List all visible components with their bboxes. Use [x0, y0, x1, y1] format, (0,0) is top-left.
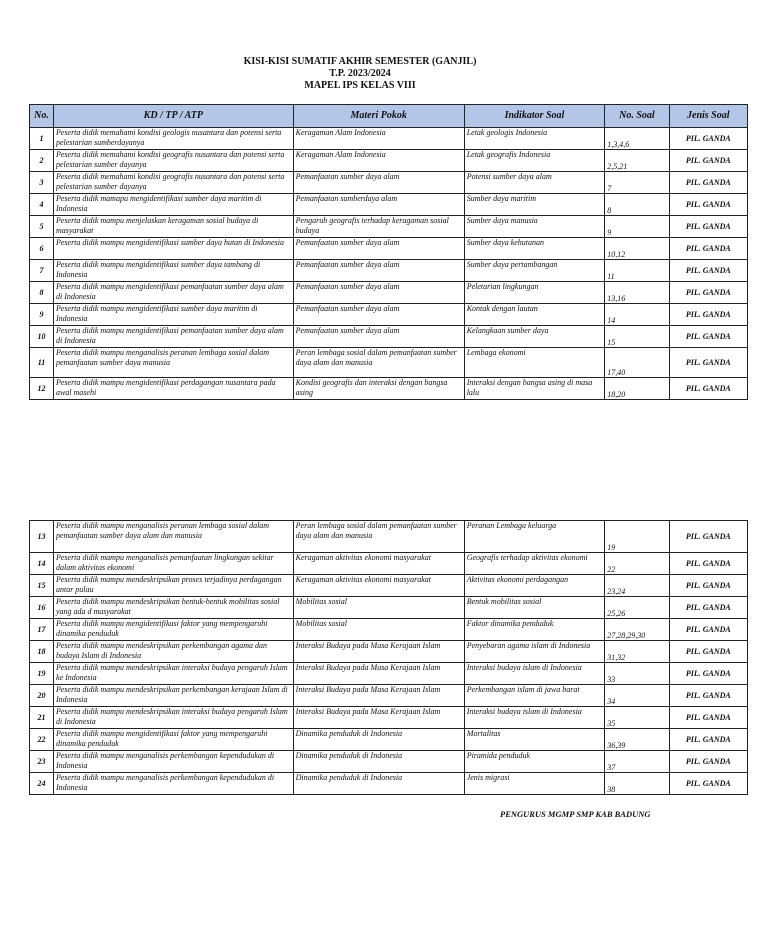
row-kd-tp-atp: Peserta didik mampu menjelaskan keragaman sosial budaya di masyarakat [53, 216, 293, 238]
row-no-soal: 19 [605, 521, 669, 553]
row-kd-tp-atp: Peserta didik mampu menganalisis pemanfaatan lingkungan sekitar dalam aktivitas ekonomi [53, 553, 293, 575]
col-header-materi: Materi Pokok [293, 105, 464, 128]
table-row [30, 378, 748, 400]
row-no-soal: 15 [605, 326, 669, 348]
row-no: 22 [30, 729, 54, 751]
row-no-soal: 27,28,29,30 [605, 619, 669, 641]
doc-title-line3: MAPEL IPS KELAS VIII [304, 80, 416, 91]
row-jenis-soal: PIL. GANDA [669, 641, 747, 663]
row-materi-pokok: Peran lembaga sosial dalam pemanfaatan sumber daya alam dan manusia [293, 521, 464, 553]
row-no: 10 [30, 326, 54, 348]
table-row [30, 128, 748, 150]
row-no-soal: 11 [605, 260, 669, 282]
row-kd-tp-atp: Peserta didik mampu mendeskripsikan perkembangan agama dan budaya Islam di Indonesia [53, 641, 293, 663]
row-materi-pokok: Pemanfaatan sumber daya alam [293, 260, 464, 282]
row-jenis-soal: PIL. GANDA [669, 597, 747, 619]
row-kd-tp-atp: Peserta didik mampu mengidentifikasi sumber daya tambang di Indonesia [53, 260, 293, 282]
row-no: 3 [30, 172, 54, 194]
row-indikator-soal: Penyebaran agama islam di Indonesia [464, 641, 605, 663]
row-jenis-soal: PIL. GANDA [669, 238, 747, 260]
row-kd-tp-atp: Peserta didik memahami kondisi geografis nusantara dan potensi serta pelestarian sumber dayanya [53, 150, 293, 172]
row-kd-tp-atp: Peserta didik memahami kondisi geografis nusantara dan potensi serta pelestarian sumber dayanya [53, 172, 293, 194]
row-no: 21 [30, 707, 54, 729]
row-materi-pokok: Interaksi Budaya pada Masa Kerajaan Islam [293, 685, 464, 707]
row-materi-pokok: Pemanfaatan sumber daya alam [293, 282, 464, 304]
row-indikator-soal: Perkembangan islam di jawa barat [464, 685, 605, 707]
table-row [30, 575, 748, 597]
row-kd-tp-atp: Peserta didik mampu mengidentifikasi perdagangan nusantara pada awal masehi [53, 378, 293, 400]
row-materi-pokok: Pemanfaatan sumber daya alam [293, 304, 464, 326]
doc-title-line1: KISI-KISI SUMATIF AKHIR SEMESTER (GANJIL) [243, 56, 477, 67]
row-indikator-soal: Kelangkaan sumber daya [464, 326, 605, 348]
table-row [30, 282, 748, 304]
row-materi-pokok: Dinamika penduduk di Indonesia [293, 773, 464, 795]
row-jenis-soal: PIL. GANDA [669, 751, 747, 773]
table-row [30, 751, 748, 773]
row-materi-pokok: Pengaruh geografis terhadap keragaman sosial budaya [293, 216, 464, 238]
table-row [30, 707, 748, 729]
row-kd-tp-atp: Peserta didik mampu mendeskripsikan proses terjadinya perdagangan antar pulau [53, 575, 293, 597]
row-kd-tp-atp: Peserta didik mampu mendeskripsikan interaksi budaya pengaruh Islam di Indonesia [53, 707, 293, 729]
row-no-soal: 22 [605, 553, 669, 575]
row-indikator-soal: Piramida penduduk [464, 751, 605, 773]
row-jenis-soal: PIL. GANDA [669, 216, 747, 238]
row-materi-pokok: Mobilitas sosial [293, 619, 464, 641]
row-indikator-soal: Letak geologis Indonesia [464, 128, 605, 150]
footer-signature: PENGURUS MGMP SMP KAB BADUNG [500, 809, 651, 819]
row-no: 11 [30, 348, 54, 378]
row-materi-pokok: Keragaman aktivitas ekonomi masyarakat [293, 575, 464, 597]
row-kd-tp-atp: Peserta didik mampu menganalisis peranan lembaga sosial dalam pemanfaatan sumber daya manusia [53, 348, 293, 378]
col-header-kd: KD / TP / ATP [53, 105, 293, 128]
table-row [30, 348, 748, 378]
row-no: 2 [30, 150, 54, 172]
row-jenis-soal: PIL. GANDA [669, 663, 747, 685]
row-kd-tp-atp: Peserta didik mampu mengidentifikasi sumber daya maritim di Indonesia [53, 304, 293, 326]
row-no: 4 [30, 194, 54, 216]
doc-title-line2: T.P. 2023/2024 [329, 68, 391, 79]
row-no: 16 [30, 597, 54, 619]
row-materi-pokok: Kondisi geografis dan interaksi dengan bangsa asing [293, 378, 464, 400]
row-jenis-soal: PIL. GANDA [669, 378, 747, 400]
row-no: 17 [30, 619, 54, 641]
row-indikator-soal: Sumber daya pertambangan [464, 260, 605, 282]
row-materi-pokok: Keragaman aktivitas ekonomi masyarakat [293, 553, 464, 575]
col-header-indikator: Indikator Soal [464, 105, 605, 128]
row-indikator-soal: Sumber daya maritim [464, 194, 605, 216]
row-kd-tp-atp: Peserta didik mampu mengidentifikasi pemanfaatan sumber daya alam di Indonesia [53, 326, 293, 348]
table-row [30, 597, 748, 619]
row-no-soal: 31,32 [605, 641, 669, 663]
table-row [30, 150, 748, 172]
row-jenis-soal: PIL. GANDA [669, 304, 747, 326]
row-no-soal: 36,39 [605, 729, 669, 751]
row-no-soal: 37 [605, 751, 669, 773]
row-jenis-soal: PIL. GANDA [669, 729, 747, 751]
row-no-soal: 2,5,21 [605, 150, 669, 172]
row-indikator-soal: Letak geografis Indonesia [464, 150, 605, 172]
table-header-row [30, 105, 748, 128]
row-no-soal: 10,12 [605, 238, 669, 260]
row-no: 8 [30, 282, 54, 304]
table-row [30, 773, 748, 795]
row-no: 23 [30, 751, 54, 773]
row-indikator-soal: Potensi sumber daya alam [464, 172, 605, 194]
row-no-soal: 8 [605, 194, 669, 216]
row-materi-pokok: Interaksi Budaya pada Masa Kerajaan Islam [293, 641, 464, 663]
row-materi-pokok: Peran lembaga sosial dalam pemanfaatan sumber daya alam dan manusia [293, 348, 464, 378]
row-no-soal: 34 [605, 685, 669, 707]
row-no: 19 [30, 663, 54, 685]
row-no: 6 [30, 238, 54, 260]
row-materi-pokok: Pemanfaatan sumber daya alam [293, 172, 464, 194]
table-row [30, 260, 748, 282]
row-jenis-soal: PIL. GANDA [669, 128, 747, 150]
grid-table-part1 [29, 104, 748, 400]
row-indikator-soal: Lembaga ekonomi [464, 348, 605, 378]
row-no: 12 [30, 378, 54, 400]
row-indikator-soal: Sumber daya kehutanan [464, 238, 605, 260]
row-materi-pokok: Dinamika penduduk di Indonesia [293, 729, 464, 751]
row-jenis-soal: PIL. GANDA [669, 348, 747, 378]
row-indikator-soal: Aktivitas ekonomi perdagangan [464, 575, 605, 597]
col-header-no: No. [30, 105, 54, 128]
row-kd-tp-atp: Peserta didik mampu mengidentifikasi faktor yang mempengaruhi dinamika penduduk [53, 729, 293, 751]
table-row [30, 619, 748, 641]
row-no-soal: 33 [605, 663, 669, 685]
table-row [30, 304, 748, 326]
row-materi-pokok: Pemanfaatan sumber daya alam [293, 326, 464, 348]
row-jenis-soal: PIL. GANDA [669, 707, 747, 729]
row-kd-tp-atp: Peserta didik mampu mengidentifikasi faktor yang mempengaruhi dinamika penduduk [53, 619, 293, 641]
table-row [30, 216, 748, 238]
row-no: 5 [30, 216, 54, 238]
row-no: 9 [30, 304, 54, 326]
row-no-soal: 13,16 [605, 282, 669, 304]
row-no: 14 [30, 553, 54, 575]
row-no-soal: 1,3,4,6 [605, 128, 669, 150]
table-row [30, 521, 748, 553]
row-materi-pokok: Mobilitas sosial [293, 597, 464, 619]
row-no-soal: 7 [605, 172, 669, 194]
row-materi-pokok: Interaksi Budaya pada Masa Kerajaan Islam [293, 707, 464, 729]
row-indikator-soal: Geografis terhadap aktivitas ekonomi [464, 553, 605, 575]
row-kd-tp-atp: Peserta didik memahami kondisi geologis nusantara dan potensi serta pelestarian sumberdayanya [53, 128, 293, 150]
row-no-soal: 35 [605, 707, 669, 729]
row-materi-pokok: Interaksi Budaya pada Masa Kerajaan Islam [293, 663, 464, 685]
row-indikator-soal: Jenis migrasi [464, 773, 605, 795]
row-no: 7 [30, 260, 54, 282]
row-no-soal: 23,24 [605, 575, 669, 597]
row-no: 1 [30, 128, 54, 150]
row-indikator-soal: Sumber daya manusia [464, 216, 605, 238]
row-no-soal: 14 [605, 304, 669, 326]
table-row [30, 553, 748, 575]
table-row [30, 238, 748, 260]
row-kd-tp-atp: Peserta didik mamapu mengidentifikasi sumber daya maritim di Indonesia [53, 194, 293, 216]
row-indikator-soal: Interaksi dengan bangsa asing di masa lalu [464, 378, 605, 400]
row-indikator-soal: Peletarian lingkungan [464, 282, 605, 304]
row-jenis-soal: PIL. GANDA [669, 150, 747, 172]
row-jenis-soal: PIL. GANDA [669, 619, 747, 641]
grid-table-part2 [29, 520, 748, 795]
row-no-soal: 38 [605, 773, 669, 795]
row-indikator-soal: Interaksi budaya islam di Indonesia [464, 663, 605, 685]
row-indikator-soal: Faktor dinamika penduduk [464, 619, 605, 641]
row-indikator-soal: Kontak dengan lautan [464, 304, 605, 326]
row-no: 13 [30, 521, 54, 553]
row-no: 20 [30, 685, 54, 707]
row-kd-tp-atp: Peserta didik mampu mendeskripsikan interaksi budaya pengaruh Islam ke Indonesia [53, 663, 293, 685]
table-row [30, 685, 748, 707]
table-row [30, 729, 748, 751]
row-no-soal: 17,40 [605, 348, 669, 378]
row-materi-pokok: Keragaman Alam Indonesia [293, 150, 464, 172]
row-materi-pokok: Dinamika penduduk di Indonesia [293, 751, 464, 773]
row-no-soal: 18,20 [605, 378, 669, 400]
row-jenis-soal: PIL. GANDA [669, 575, 747, 597]
row-indikator-soal: Interaksi budaya islam di Indonesia [464, 707, 605, 729]
row-no: 24 [30, 773, 54, 795]
row-indikator-soal: Bentuk mobilitas sosial [464, 597, 605, 619]
row-jenis-soal: PIL. GANDA [669, 282, 747, 304]
row-no-soal: 9 [605, 216, 669, 238]
row-jenis-soal: PIL. GANDA [669, 194, 747, 216]
row-jenis-soal: PIL. GANDA [669, 685, 747, 707]
row-jenis-soal: PIL. GANDA [669, 773, 747, 795]
row-kd-tp-atp: Peserta didik mampu mengidentifikasi pemanfaatan sumber daya alam di Indonesia [53, 282, 293, 304]
row-materi-pokok: Pemanfaatan sumber daya alam [293, 238, 464, 260]
row-indikator-soal: Peranan Lembaga keluarga [464, 521, 605, 553]
row-kd-tp-atp: Peserta didik mampu mengidentifikasi sumber daya hutan di Indonesia [53, 238, 293, 260]
table-row [30, 641, 748, 663]
row-materi-pokok: Pemanfaatan sumberdaya alam [293, 194, 464, 216]
row-kd-tp-atp: Peserta didik mampu menganalisis perkembangan kependudukan di Indonesia [53, 773, 293, 795]
table-row [30, 172, 748, 194]
row-jenis-soal: PIL. GANDA [669, 521, 747, 553]
col-header-no-soal: No. Soal [605, 105, 669, 128]
row-no: 15 [30, 575, 54, 597]
row-jenis-soal: PIL. GANDA [669, 553, 747, 575]
row-kd-tp-atp: Peserta didik mampu mendeskripsikan bentuk-bentuk mobilitas sosial yang ada d masyarakat [53, 597, 293, 619]
row-kd-tp-atp: Peserta didik mampu menganalisis perkembangan kependudukan di Indonesia [53, 751, 293, 773]
table-row [30, 194, 748, 216]
row-no-soal: 25,26 [605, 597, 669, 619]
row-materi-pokok: Keragaman Alam Indonesia [293, 128, 464, 150]
table-row [30, 326, 748, 348]
row-jenis-soal: PIL. GANDA [669, 260, 747, 282]
col-header-jenis: Jenis Soal [669, 105, 747, 128]
row-no: 18 [30, 641, 54, 663]
table-row [30, 663, 748, 685]
row-kd-tp-atp: Peserta didik mampu menganalisis peranan lembaga sosial dalam pemanfaatan sumber daya alam dan manusia [53, 521, 293, 553]
row-jenis-soal: PIL. GANDA [669, 326, 747, 348]
row-kd-tp-atp: Peserta didik mampu mendeskripsikan perkembangan kerajaan Islam di Indonesia [53, 685, 293, 707]
row-jenis-soal: PIL. GANDA [669, 172, 747, 194]
row-indikator-soal: Mortalitas [464, 729, 605, 751]
